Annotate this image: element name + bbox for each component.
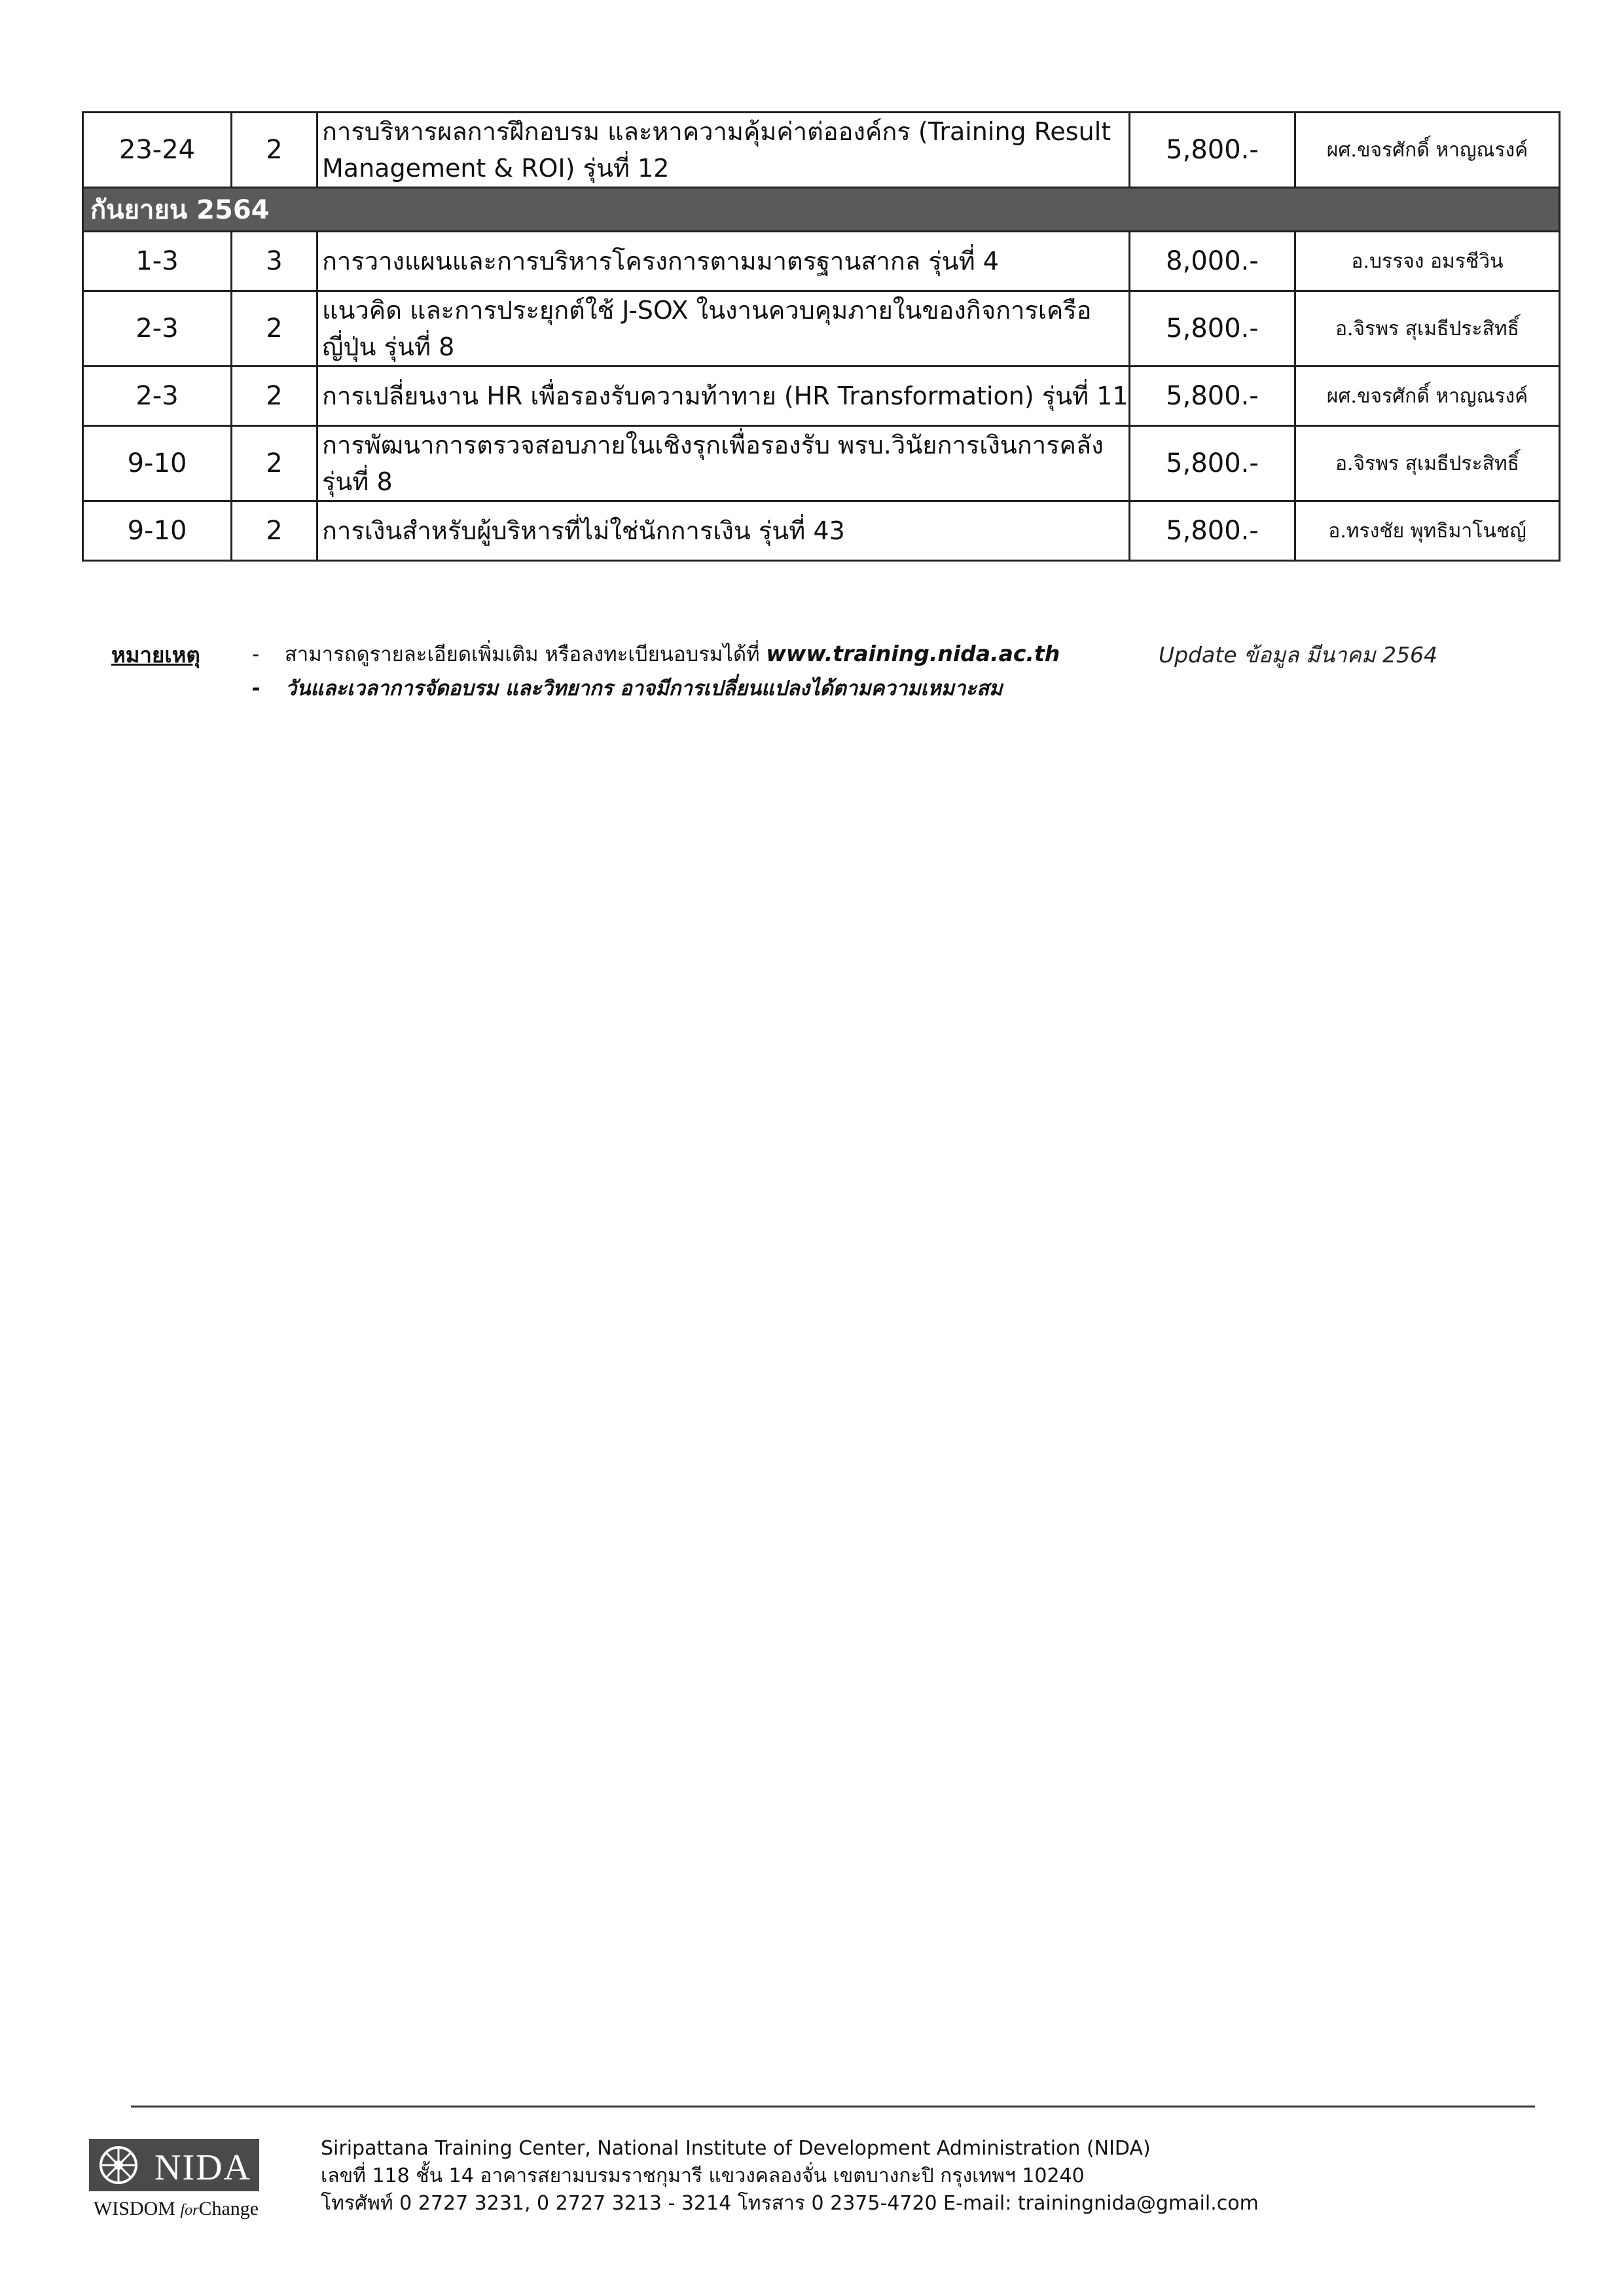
logo-tagline: [88, 2198, 264, 2220]
row-date: 9-10: [83, 426, 232, 501]
row-fee: 5,800.-: [1130, 113, 1295, 188]
row-fee: 5,800.-: [1130, 367, 1295, 426]
nida-logo-word: NIDA: [154, 2147, 251, 2188]
course-title-line: การบริหารผลการฝึกอบรม และหาความคุ้มค่าต่อองค์กร (Training Result: [322, 117, 1111, 146]
row-fee: 5,800.-: [1130, 426, 1295, 501]
row-fee: 5,800.-: [1130, 501, 1295, 561]
note-dash: -: [252, 677, 261, 700]
row-lecturer: อ.บรรจง อมรชีวิน: [1295, 232, 1560, 291]
row-date: 1-3: [83, 232, 232, 291]
row-date: 2-3: [83, 291, 232, 367]
course-title-line: ญี่ปุ่น รุ่นที่ 8: [322, 332, 455, 361]
dharma-wheel-icon: [101, 2147, 136, 2183]
table-row: [83, 501, 1560, 561]
note-text: วันและเวลาการจัดอบรม และวิทยากร อาจมีการเปลี่ยนแปลงได้ตามความเหมาะสม: [285, 677, 1003, 700]
training-schedule-table: [82, 111, 1561, 562]
row-days: 2: [232, 113, 317, 188]
tagline-word: Change: [198, 2198, 259, 2219]
row-date: 9-10: [83, 501, 232, 561]
row-days: 2: [232, 426, 317, 501]
tagline-for: for: [180, 2202, 199, 2219]
notes-label: หมายเหตุ: [111, 642, 200, 668]
row-course-title: [317, 291, 1130, 367]
table-row: [83, 426, 1560, 501]
month-header-row: [83, 188, 1560, 232]
row-days: 2: [232, 501, 317, 561]
row-course-title: [317, 113, 1130, 188]
table-row: [83, 232, 1560, 291]
footer-phone-email: โทรศัพท์ 0 2727 3231, 0 2727 3213 - 3214 โทรสาร 0 2375-4720 E-mail: trainingnida@gmail.com: [321, 2192, 1259, 2215]
row-days: 2: [232, 291, 317, 367]
table-row: [83, 113, 1560, 188]
course-title-line: รุ่นที่ 8: [322, 467, 393, 496]
row-days: 3: [232, 232, 317, 291]
notes-section: [111, 635, 1486, 707]
footer-address: เลขที่ 118 ชั้น 14 อาคารสยามบรมราชกุมารี แขวงคลองจั่น เขตบางกะปิ กรุงเทพฯ 10240: [321, 2164, 1085, 2187]
row-course-title: [317, 367, 1130, 426]
row-course-title: [317, 232, 1130, 291]
row-course-title: [317, 426, 1130, 501]
course-title-line: การเปลี่ยนงาน HR เพื่อรองรับความท้าทาย (HR Transformation) รุ่นที่ 11: [322, 382, 1128, 410]
row-fee: 8,000.-: [1130, 232, 1295, 291]
update-note: Update ข้อมูล มีนาคม 2564: [1159, 642, 1437, 668]
table-row: [83, 291, 1560, 367]
row-date: 2-3: [83, 367, 232, 426]
table-row: [83, 367, 1560, 426]
course-title-line: แนวคิด และการประยุกต์ใช้ J-SOX ในงานควบคุมภายในของกิจการเครือ: [322, 296, 1092, 325]
note-line: [252, 672, 1002, 704]
course-title-line: การพัฒนาการตรวจสอบภายในเชิงรุกเพื่อรองรับ พรบ.วินัยการเงินการคลัง: [322, 431, 1104, 459]
nida-logo: [85, 2135, 268, 2223]
row-fee: 5,800.-: [1130, 291, 1295, 367]
note-line: [252, 637, 1060, 670]
note-text: สามารถดูรายละเอียดเพิ่มเติม หรือลงทะเบียนอบรมได้ที่: [284, 643, 760, 666]
row-lecturer: อ.ทรงชัย พุทธิมาโนชญ์: [1295, 501, 1560, 561]
footer-org-name: Siripattana Training Center, National Institute of Development Administration (NIDA): [321, 2137, 1151, 2160]
footer-contact: [321, 2135, 1499, 2217]
course-title-line: การเงินสำหรับผู้บริหารที่ไม่ใช่นักการเงิน รุ่นที่ 43: [322, 516, 845, 545]
row-lecturer: อ.จิรพร สุเมธีประสิทธิ์: [1295, 426, 1560, 501]
row-lecturer: ผศ.ขจรศักดิ์ หาญณรงค์: [1295, 113, 1560, 188]
course-title-line: Management & ROI) รุ่นที่ 12: [322, 154, 670, 183]
month-header: กันยายน 2564: [83, 188, 1560, 232]
note-dash: -: [252, 643, 260, 666]
tagline-word: WISDOM: [93, 2198, 175, 2219]
training-website-link[interactable]: www.training.nida.ac.th: [766, 641, 1060, 666]
row-lecturer: ผศ.ขจรศักดิ์ หาญณรงค์: [1295, 367, 1560, 426]
row-course-title: [317, 501, 1130, 561]
row-days: 2: [232, 367, 317, 426]
row-date: 23-24: [83, 113, 232, 188]
course-title-line: การวางแผนและการบริหารโครงการตามมาตรฐานสากล รุ่นที่ 4: [322, 247, 999, 276]
footer-divider: [131, 2106, 1535, 2108]
row-lecturer: อ.จิรพร สุเมธีประสิทธิ์: [1295, 291, 1560, 367]
